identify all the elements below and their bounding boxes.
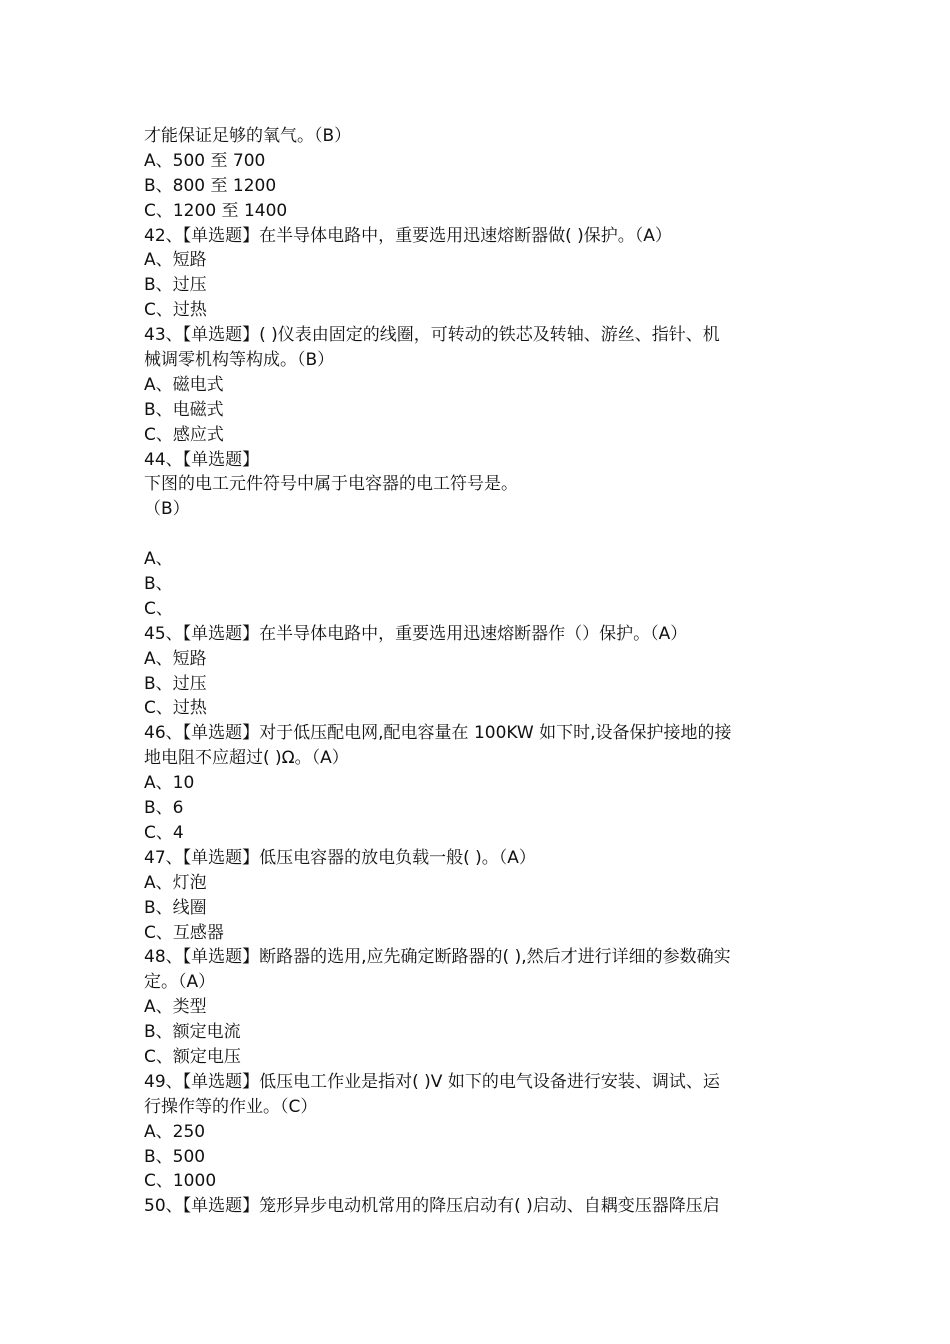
option-line: A、250 bbox=[144, 1121, 206, 1142]
option-line: B、6 bbox=[144, 798, 184, 819]
question-line-47: 47、【单选题】低压电容器的放电负载一般( )。（A） bbox=[144, 847, 536, 868]
question-line-45: 45、【单选题】在半导体电路中，重要选用迅速熔断器作（）保护。（A） bbox=[144, 623, 688, 644]
question-line-50: 50、【单选题】笼形异步电动机常用的降压启动有( )启动、自耦变压器降压启 bbox=[144, 1196, 720, 1217]
question-line-49-continued: 行操作等的作业。（C） bbox=[144, 1096, 318, 1117]
option-line: A、灯泡 bbox=[144, 872, 207, 893]
question-line-46-continued: 地电阻不应超过( )Ω。（A） bbox=[144, 748, 349, 769]
option-line: A、类型 bbox=[144, 997, 207, 1018]
option-line: C、额定电压 bbox=[144, 1046, 241, 1067]
option-line: A、10 bbox=[144, 773, 195, 794]
option-line: C、1200 至 1400 bbox=[144, 200, 288, 221]
option-line: C、互感器 bbox=[144, 922, 224, 943]
option-line: B、 bbox=[144, 574, 173, 595]
option-line: C、感应式 bbox=[144, 424, 224, 445]
option-line: B、500 bbox=[144, 1146, 206, 1167]
option-line: C、4 bbox=[144, 822, 184, 843]
option-line: B、电磁式 bbox=[144, 399, 224, 420]
option-line: C、 bbox=[144, 598, 173, 619]
option-line: C、过热 bbox=[144, 698, 207, 719]
option-line: A、500 至 700 bbox=[144, 150, 266, 171]
question-line-48-continued: 定。（A） bbox=[144, 972, 216, 993]
option-line: B、过压 bbox=[144, 673, 207, 694]
option-line: B、过压 bbox=[144, 275, 207, 296]
question-line-48: 48、【单选题】断路器的选用,应先确定断路器的( ),然后才进行详细的参数确实 bbox=[144, 947, 731, 968]
option-line: C、过热 bbox=[144, 300, 207, 321]
question-line-43-continued: 械调零机构等构成。（B） bbox=[144, 350, 335, 371]
option-line: B、800 至 1200 bbox=[144, 175, 277, 196]
question-line-46: 46、【单选题】对于低压配电网,配电容量在 100KW 如下时,设备保护接地的接 bbox=[144, 723, 732, 744]
option-line: A、短路 bbox=[144, 648, 207, 669]
option-line: B、额定电流 bbox=[144, 1022, 241, 1043]
option-line: A、磁电式 bbox=[144, 374, 224, 395]
answer-line: （B） bbox=[144, 499, 190, 520]
question-line-42: 42、【单选题】在半导体电路中，重要选用迅速熔断器做( )保护。（A） bbox=[144, 225, 672, 246]
question-line-49: 49、【单选题】低压电工作业是指对( )V 如下的电气设备进行安装、调试、运 bbox=[144, 1071, 720, 1092]
question-line-44: 44、【单选题】 bbox=[144, 449, 260, 470]
option-line: A、短路 bbox=[144, 250, 207, 271]
text-line: 才能保证足够的氧气。（B） bbox=[144, 126, 352, 146]
blank-line bbox=[144, 522, 808, 547]
option-line: C、1000 bbox=[144, 1171, 217, 1192]
option-line: A、 bbox=[144, 549, 173, 570]
question-line-43: 43、【单选题】( )仪表由固定的线圈，可转动的铁芯及转轴、游丝、指针、机 bbox=[144, 325, 720, 346]
question-text-block bbox=[144, 124, 808, 1219]
option-line: B、线圈 bbox=[144, 897, 207, 918]
question-line-44-text: 下图的电工元件符号中属于电容器的电工符号是。 bbox=[144, 474, 518, 495]
